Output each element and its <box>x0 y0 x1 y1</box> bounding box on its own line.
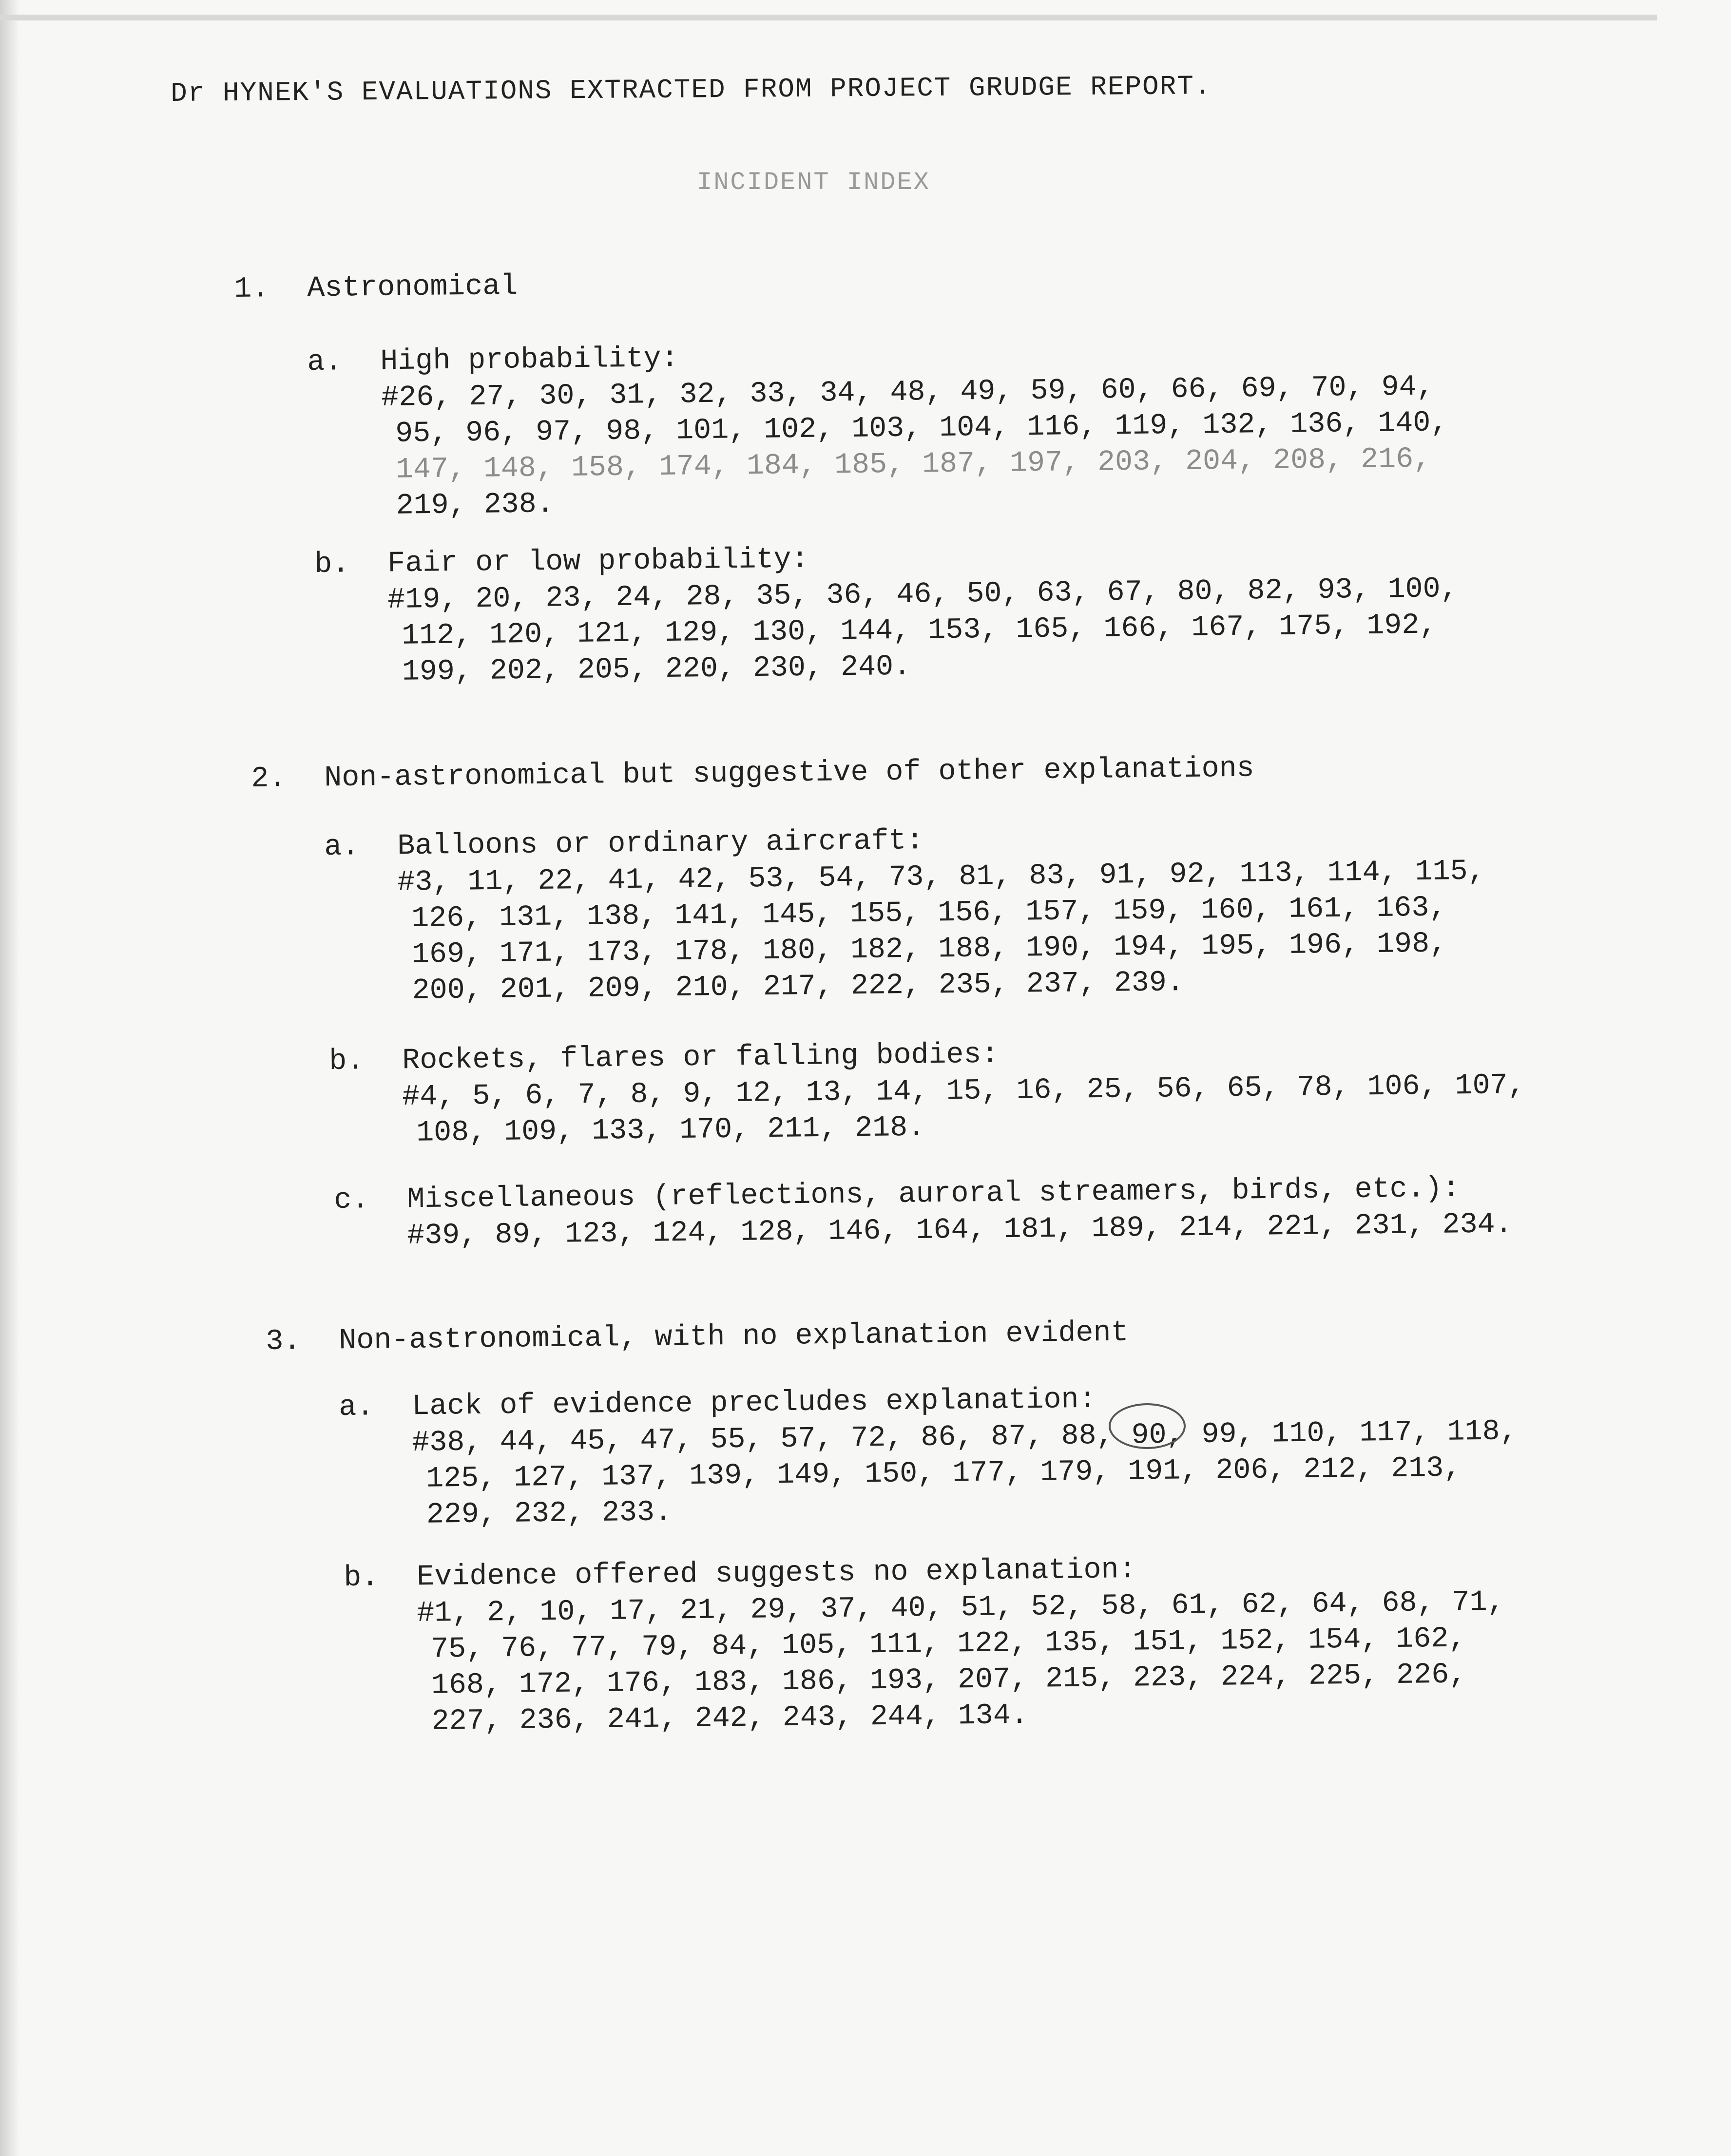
subsection-title: Miscellaneous (reflections, auroral streamers, birds, etc.): <box>406 1172 1460 1217</box>
section-2-heading <box>251 752 1254 796</box>
scan-top-edge <box>0 15 1657 20</box>
section-2b-label <box>329 1038 999 1078</box>
subsection-title: Rockets, flares or falling bodies: <box>402 1038 999 1078</box>
number-line: 227, 236, 241, 242, 243, 244, 134. <box>431 1698 1029 1738</box>
number-line: 95, 96, 97, 98, 101, 102, 103, 104, 116, 119, 132, 136, 140, <box>395 406 1448 451</box>
number-line: #19, 20, 23, 24, 28, 35, 36, 46, 50, 63, 67, 80, 82, 93, 100, <box>387 572 1458 617</box>
subsection-letter: b. <box>344 1561 379 1595</box>
section-number: 3. <box>266 1325 301 1358</box>
subsection-title: Fair or low probability: <box>387 543 809 581</box>
number-line: 169, 171, 173, 178, 180, 182, 188, 190, 194, 195, 196, 198, <box>411 927 1447 972</box>
section-number: 2. <box>251 762 287 796</box>
number-line: #26, 27, 30, 31, 32, 33, 34, 48, 49, 59, 60, 66, 69, 70, 94, <box>381 370 1434 415</box>
document-title: Dr HYNEK'S EVALUATIONS EXTRACTED FROM PROJECT GRUDGE REPORT. <box>171 71 1212 109</box>
number-line: 200, 201, 209, 210, 217, 222, 235, 237, 239. <box>412 966 1185 1008</box>
number-line: 168, 172, 176, 183, 186, 193, 207, 215, 223, 224, 225, 226, <box>431 1658 1467 1702</box>
number-line: 147, 148, 158, 174, 184, 185, 187, 197, 203, 204, 208, 216, <box>395 442 1431 487</box>
section-title: Astronomical <box>307 269 518 305</box>
section-1b-numbers <box>387 571 1459 690</box>
subsection-title: High probability: <box>380 342 679 379</box>
subsection-letter: a. <box>339 1391 374 1424</box>
section-number: 1. <box>234 272 269 306</box>
subsection-title: Lack of evidence precludes explanation: <box>411 1383 1096 1424</box>
number-line: 229, 232, 233. <box>426 1496 673 1532</box>
document-subtitle: INCIDENT INDEX <box>697 168 930 197</box>
subsection-letter: c. <box>334 1183 369 1217</box>
section-2a-numbers <box>397 854 1486 1009</box>
number-line: #39, 89, 123, 124, 128, 146, 164, 181, 189, 214, 221, 231, 234. <box>407 1208 1513 1253</box>
number-line: 125, 127, 137, 139, 149, 150, 177, 179, 191, 206, 212, 213, <box>425 1451 1462 1496</box>
section-3a-numbers <box>412 1413 1519 1533</box>
subsection-title: Evidence offered suggests no explanation: <box>416 1553 1136 1594</box>
scan-left-edge <box>0 0 19 2156</box>
section-3-heading <box>266 1316 1129 1358</box>
section-1a-label <box>307 342 679 379</box>
subsection-letter: b. <box>314 548 350 581</box>
number-line: #1, 2, 10, 17, 21, 29, 37, 40, 51, 52, 58, 61, 62, 64, 68, 71, <box>417 1585 1505 1630</box>
number-line: 199, 202, 205, 220, 230, 240. <box>402 650 911 689</box>
section-1a-numbers <box>381 369 1449 524</box>
subsection-letter: a. <box>307 345 343 379</box>
section-1-heading <box>234 270 518 306</box>
subsection-letter: b. <box>329 1045 365 1078</box>
section-3b-label <box>344 1553 1136 1595</box>
number-line: #4, 5, 6, 7, 8, 9, 12, 13, 14, 15, 16, 25, 56, 65, 78, 106, 107, <box>402 1068 1525 1114</box>
number-line: 219, 238. <box>396 488 555 523</box>
number-line: 108, 109, 133, 170, 211, 218. <box>416 1111 925 1150</box>
number-line: #3, 11, 22, 41, 42, 53, 54, 73, 81, 83, 91, 92, 113, 114, 115, <box>397 855 1485 899</box>
section-title: Non-astronomical, with no explanation evident <box>338 1316 1129 1358</box>
number-line: 112, 120, 121, 129, 130, 144, 153, 165, 166, 167, 175, 192, <box>401 609 1437 653</box>
section-2b-numbers <box>402 1068 1526 1151</box>
number-line: 126, 131, 138, 141, 145, 155, 156, 157, 159, 160, 161, 163, <box>411 891 1447 935</box>
section-2a-label <box>324 824 924 864</box>
section-3b-numbers <box>417 1584 1506 1740</box>
section-3a-label <box>339 1383 1096 1424</box>
subsection-letter: a. <box>324 830 360 864</box>
pencil-circle-mark <box>1109 1403 1186 1449</box>
section-title: Non-astronomical but suggestive of other explanations <box>324 752 1254 795</box>
number-line: #38, 44, 45, 47, 55, 57, 72, 86, 87, 88, 90, 99, 110, 117, 118, <box>412 1415 1518 1460</box>
subsection-title: Balloons or ordinary aircraft: <box>397 824 924 863</box>
number-line: 75, 76, 77, 79, 84, 105, 111, 122, 135, 151, 152, 154, 162, <box>430 1622 1466 1666</box>
section-1b-label <box>314 543 809 581</box>
